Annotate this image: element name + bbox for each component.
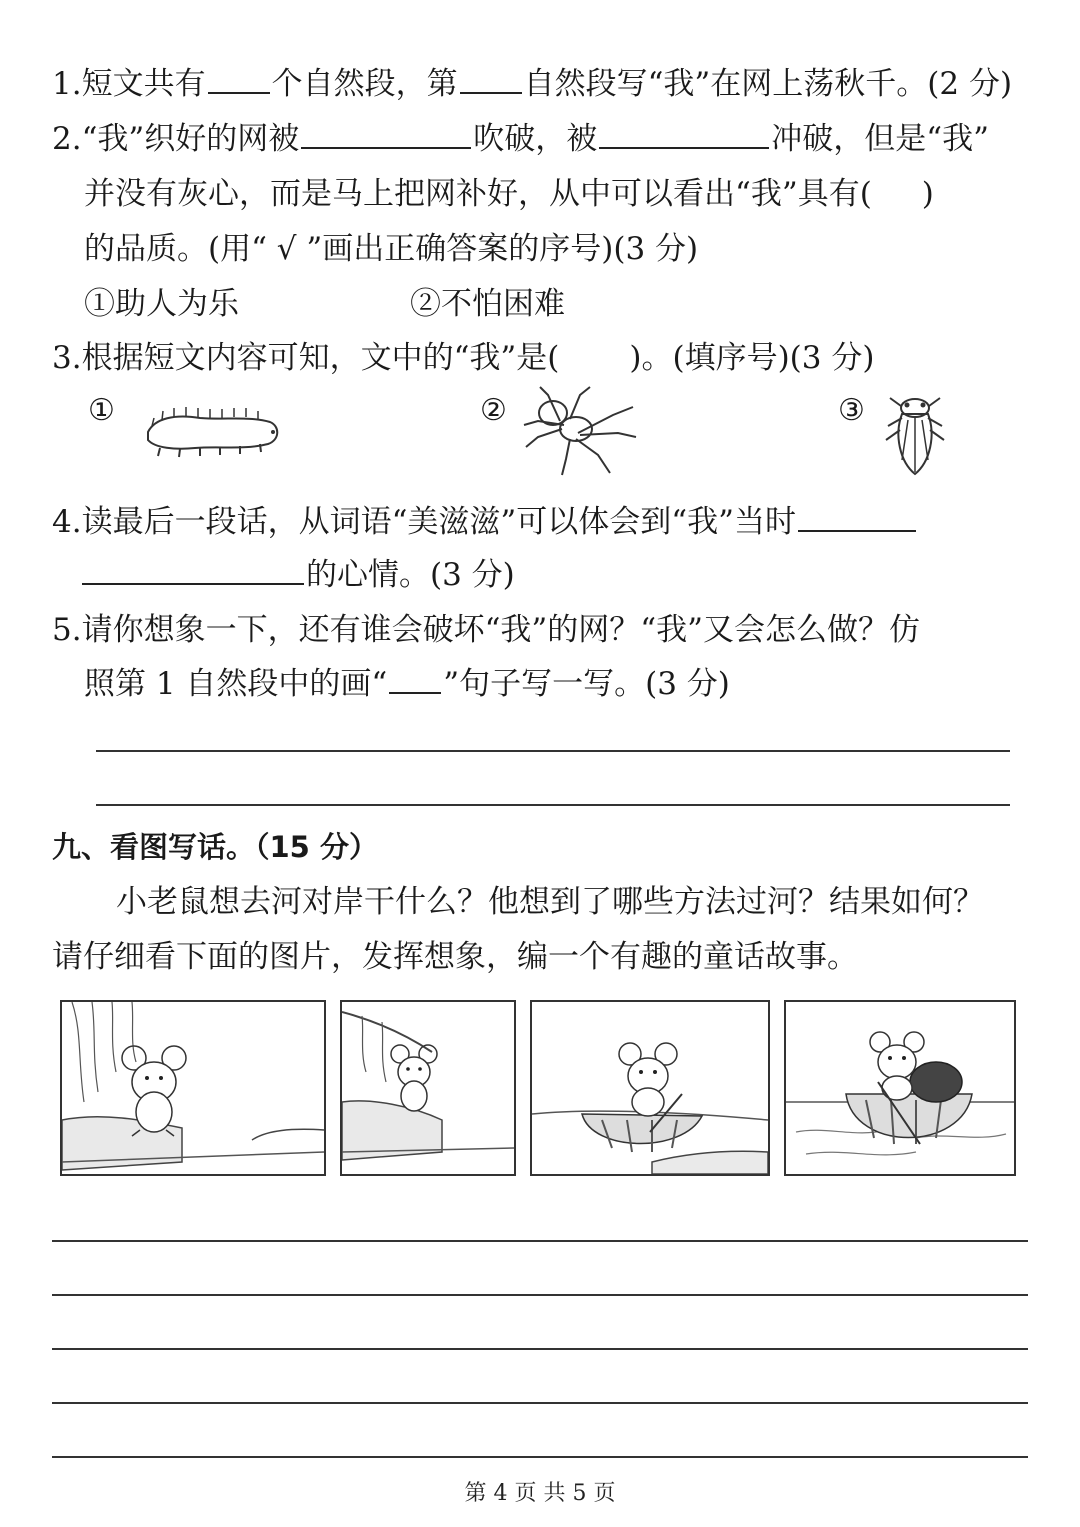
question-text: 吹破，被 — [473, 121, 598, 157]
picture-panel-1 — [60, 1000, 326, 1176]
page-footer: 第 4 页 共 5 页 — [464, 1481, 616, 1506]
picture-panel-2 — [340, 1000, 516, 1176]
writing-line[interactable] — [52, 1402, 1028, 1404]
question-text: ) — [921, 176, 934, 212]
question-text: ”句子写一写。(3 分) — [443, 666, 730, 702]
question-number: 5. — [52, 612, 82, 648]
question-text: 请你想象一下，还有谁会破坏“我”的网？“我”又会怎么做？仿 — [81, 612, 920, 648]
question-text: 照第 1 自然段中的画“ — [84, 666, 388, 702]
question-3 — [52, 338, 874, 378]
writing-line[interactable] — [52, 1348, 1028, 1350]
question-5 — [52, 610, 920, 650]
prompt-paragraph-line-2: 请仔细看下面的图片，发挥想象，编一个有趣的童话故事。 — [52, 939, 858, 975]
question-4-line-2 — [80, 555, 515, 595]
question-number: 2. — [52, 121, 82, 157]
caterpillar-image[interactable] — [140, 400, 290, 470]
writing-line[interactable] — [52, 1240, 1028, 1242]
writing-line[interactable] — [52, 1456, 1028, 1458]
answer-blank[interactable] — [82, 555, 304, 585]
underline-sample — [389, 664, 441, 694]
answer-blank[interactable] — [798, 502, 916, 532]
mouse-in-melon-boat-on-bank-illustration — [532, 1002, 768, 1174]
question-2 — [52, 119, 989, 159]
section-heading: 九、看图写话。（15 分） — [52, 830, 378, 864]
answer-blank[interactable] — [460, 64, 522, 94]
option-2[interactable]: ②不怕困难 — [410, 286, 565, 322]
question-2-line-2 — [84, 174, 934, 214]
prompt-paragraph-line-1: 小老鼠想去河对岸干什么？他想到了哪些方法过河？结果如何？ — [116, 884, 984, 920]
question-1 — [52, 64, 1012, 104]
answer-line[interactable] — [96, 804, 1010, 806]
option-label-3: ③ — [838, 393, 865, 428]
question-text: 的心情。(3 分) — [306, 557, 515, 593]
option-label-2: ② — [480, 393, 507, 428]
answer-line[interactable] — [96, 750, 1010, 752]
question-number: 4. — [52, 504, 82, 540]
question-2-line-3: 的品质。(用“ √ ”画出正确答案的序号)(3 分) — [84, 231, 699, 267]
question-text: 根据短文内容可知，文中的“我”是( — [81, 340, 560, 376]
mouse-on-bank-illustration — [62, 1002, 324, 1174]
question-text: 短文共有 — [81, 66, 206, 102]
question-text: 读最后一段话，从词语“美滋滋”可以体会到“我”当时 — [81, 504, 796, 540]
question-number: 3. — [52, 340, 82, 376]
option-1[interactable]: ①助人为乐 — [84, 286, 239, 322]
question-text: )。(填序号)(3 分) — [629, 340, 875, 376]
answer-blank[interactable] — [208, 64, 270, 94]
mouse-rowing-melon-boat-illustration — [786, 1002, 1014, 1174]
question-text: 自然段写“我”在网上荡秋千。(2 分) — [523, 66, 1013, 102]
cicada-image[interactable] — [880, 390, 950, 478]
question-number: 1. — [52, 66, 82, 102]
question-text: “我”织好的网被 — [81, 121, 300, 157]
question-text: 个自然段，第 — [271, 66, 458, 102]
option-label-1: ① — [88, 393, 115, 428]
writing-line[interactable] — [52, 1294, 1028, 1296]
question-text: 冲破，但是“我” — [771, 121, 989, 157]
picture-panel-3 — [530, 1000, 770, 1176]
answer-blank[interactable] — [301, 119, 471, 149]
picture-panel-4 — [784, 1000, 1016, 1176]
spider-image[interactable] — [518, 385, 638, 477]
answer-blank[interactable] — [599, 119, 769, 149]
question-4 — [52, 502, 918, 542]
question-text: 并没有灰心，而是马上把网补好，从中可以看出“我”具有( — [84, 176, 872, 212]
mouse-on-branch-illustration — [342, 1002, 514, 1174]
question-5-line-2 — [84, 664, 730, 704]
